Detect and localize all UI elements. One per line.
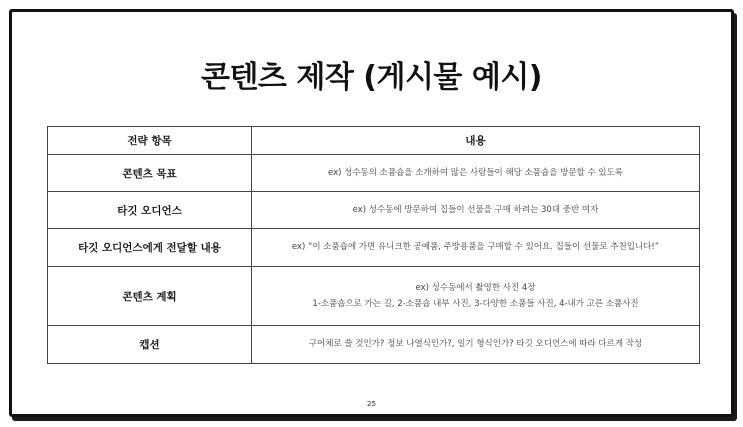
content-line: ex) 성수동에 방문하여 집들이 선물을 구매 하려는 30대 중반 여자 — [352, 204, 599, 215]
row-label: 캡션 — [48, 326, 252, 364]
row-content — [252, 192, 700, 229]
content-line: 1-소품숍으로 가는 길, 2-소품숍 내부 사진, 3-다양한 소품들 사진, 4-내가 고른 소품사진 — [312, 299, 639, 309]
row-label: 콘텐츠 계획 — [48, 267, 252, 326]
content-line: ex) “이 소품숍에 가면 유니크한 공예품, 주방용품을 구매할 수 있어요. 집들이 선물로 추천입니다!” — [291, 242, 660, 253]
page-number: 25 — [367, 400, 376, 408]
row-label: 타깃 오디언스 — [48, 192, 252, 229]
content-line: ex) 성수동에서 촬영한 사진 4장 — [415, 282, 536, 293]
table-row — [48, 192, 700, 229]
table-header-row — [48, 127, 700, 155]
content-line: ex) 성수동의 소품숍을 소개하여 많은 사람들이 해당 소품숍을 방문할 수 있도록 — [328, 167, 623, 178]
row-content — [252, 155, 700, 192]
row-label: 콘텐츠 목표 — [48, 155, 252, 192]
table-row — [48, 229, 700, 267]
header-content: 내용 — [252, 127, 700, 155]
table-row — [48, 326, 700, 364]
header-strategy-item: 전략 항목 — [48, 127, 252, 155]
table-row — [48, 267, 700, 326]
row-label: 타깃 오디언스에게 전달할 내용 — [48, 229, 252, 267]
slide-title: 콘텐츠 제작 (게시물 예시) — [200, 60, 543, 95]
row-content — [252, 326, 700, 364]
row-content — [252, 267, 700, 326]
row-content — [252, 229, 700, 267]
strategy-table — [47, 126, 700, 364]
content-line: 구어체로 쓸 것인가? 정보 나열식인가?, 일기 형식인가? 타깃 오디언스에 따라 다르게 작성 — [308, 339, 643, 350]
slide — [9, 9, 734, 417]
table-row — [48, 155, 700, 192]
